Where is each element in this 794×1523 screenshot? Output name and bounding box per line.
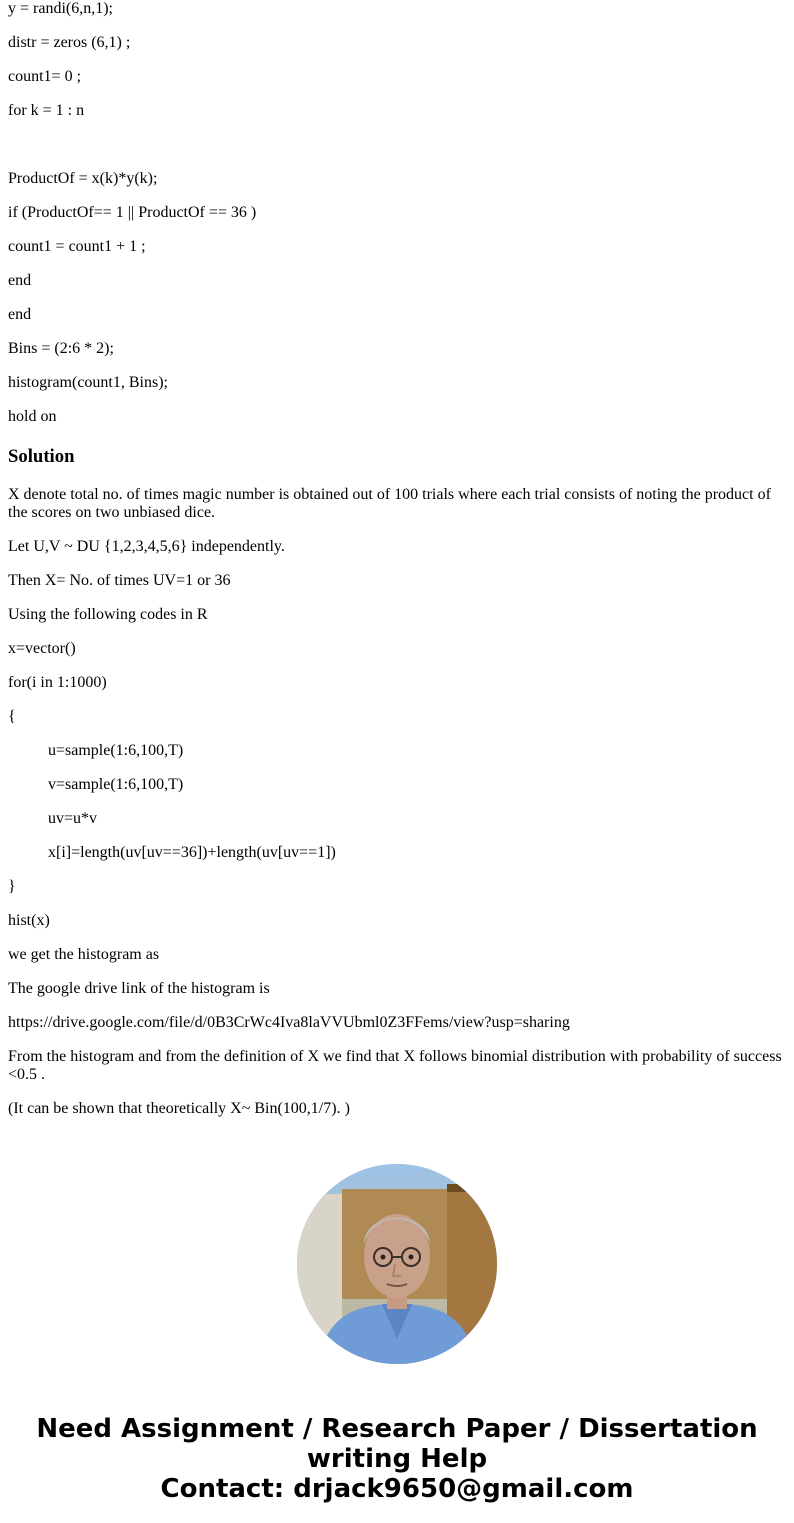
avatar-portrait-icon bbox=[297, 1164, 497, 1364]
code-line: distr = zeros (6,1) ; bbox=[8, 34, 131, 51]
avatar bbox=[297, 1164, 497, 1364]
code-line: end bbox=[8, 272, 32, 289]
solution-then-line: Then X= No. of times UV=1 or 36 bbox=[8, 572, 231, 589]
r-code-line: x[i]=length(uv[uv==36])+length(uv[uv==1]) bbox=[48, 844, 336, 861]
code-line: Bins = (2:6 * 2); bbox=[8, 340, 114, 357]
matlab-code-block bbox=[8, 0, 786, 426]
theory-note: (It can be shown that theoretically X~ Bin(100,1/7). ) bbox=[8, 1100, 350, 1117]
code-line: ProductOf = x(k)*y(k); bbox=[8, 170, 158, 187]
r-code-line: for(i in 1:1000) bbox=[8, 674, 107, 691]
footer-line-2: writing Help bbox=[306, 1444, 488, 1474]
code-line: count1= 0 ; bbox=[8, 68, 82, 85]
link-intro: The google drive link of the histogram is bbox=[8, 980, 270, 997]
conclusion: From the histogram and from the definition of X we find that X follows binomial distribution with probability of success <0.5 . bbox=[8, 1048, 782, 1083]
code-line: for k = 1 : n bbox=[8, 102, 85, 119]
solution-let-line: Let U,V ~ DU {1,2,3,4,5,6} independently. bbox=[8, 538, 285, 555]
code-line: if (ProductOf== 1 || ProductOf == 36 ) bbox=[8, 204, 257, 221]
solution-heading: Solution bbox=[8, 446, 75, 467]
footer-contact: Contact: drjack9650@gmail.com bbox=[160, 1474, 634, 1504]
document-body bbox=[8, 0, 786, 1504]
code-line: hold on bbox=[8, 408, 57, 425]
footer-banner bbox=[8, 1414, 786, 1504]
r-code-line: u=sample(1:6,100,T) bbox=[48, 742, 184, 759]
r-code-block bbox=[8, 640, 786, 930]
code-line-blank bbox=[8, 136, 786, 154]
histogram-line: we get the histogram as bbox=[8, 946, 160, 963]
r-code-line: x=vector() bbox=[8, 640, 76, 657]
r-code-line: { bbox=[8, 708, 16, 725]
histogram-link-text: https://drive.google.com/file/d/0B3CrWc4Iva8laVVUbml0Z3FFems/view?usp=sharing bbox=[8, 1014, 570, 1031]
r-code-line: hist(x) bbox=[8, 912, 50, 929]
r-code-line: } bbox=[8, 878, 16, 895]
r-code-line: uv=u*v bbox=[48, 810, 98, 827]
code-line: count1 = count1 + 1 ; bbox=[8, 238, 146, 255]
code-line: y = randi(6,n,1); bbox=[8, 0, 113, 17]
avatar-container bbox=[8, 1164, 786, 1364]
solution-intro: X denote total no. of times magic number is obtained out of 100 trials where each trial consists of noting the product of the scores on two unbiased dice. bbox=[8, 486, 771, 521]
code-line: end bbox=[8, 306, 32, 323]
footer-line-1: Need Assignment / Research Paper / Dissertation bbox=[36, 1414, 758, 1444]
code-line: histogram(count1, Bins); bbox=[8, 374, 168, 391]
r-code-line: v=sample(1:6,100,T) bbox=[48, 776, 184, 793]
solution-using-line: Using the following codes in R bbox=[8, 606, 208, 623]
